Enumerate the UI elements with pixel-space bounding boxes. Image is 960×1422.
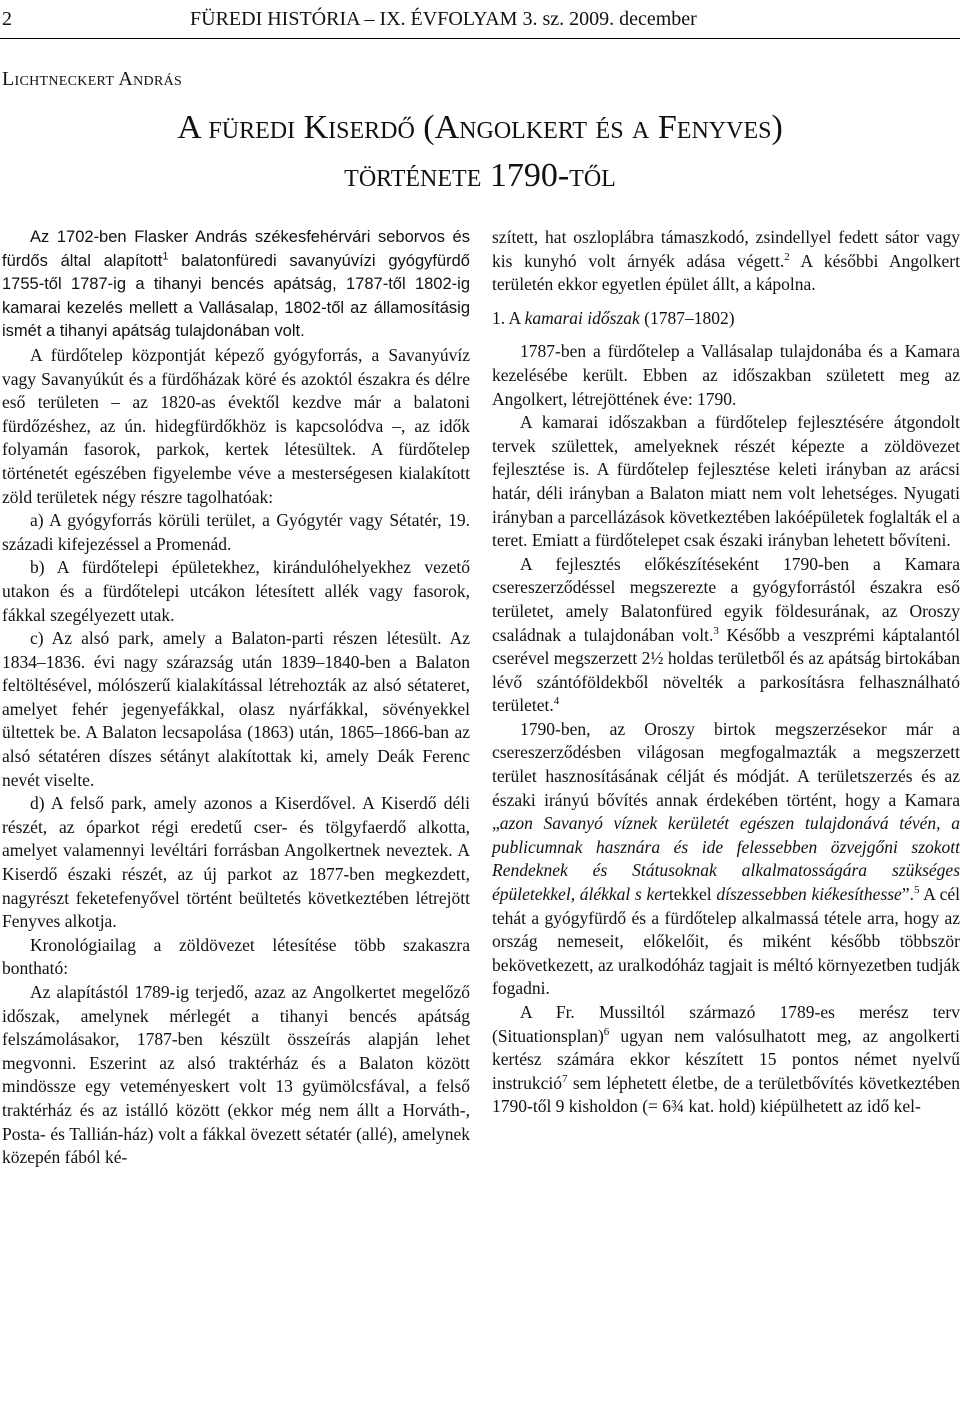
paragraph-text: Az 1702-ben Flasker András székesfehérvári seborvos és fürdős által alapított xyxy=(2,228,470,270)
list-item-c: c) Az alsó park, amely a Balaton-parti részen létesült. Az 1834–1836. évi nagy szárazság után 1839–1840-ben a Balaton feltöltésével, mólószerű kialakítással létrehozták az alsó sétateret, amelyet fehér jegenyefákkal, olasz nyárfákkal, sövényekkel ültettek be. A Balaton lecsapolása (1863) után, 1865–1866-ban az alsó sétatéren díszes sétányt alakítottak ki, amely Deák Ferenc nevét viselte. xyxy=(2,628,470,790)
header-rule xyxy=(0,38,960,39)
paragraph-text: Később a veszprémi káptalantól cserével megszerzett 2½ holdas területből és az apátság birtokában lévő szántóföldekből növelték a parkosításra felhasználható területet. xyxy=(492,624,960,716)
footnote-ref: 4 xyxy=(553,695,560,708)
quotation-text: díszessebben kiékesíthesse xyxy=(711,884,902,905)
paragraph-continued xyxy=(492,226,960,297)
footnote-ref: 6 xyxy=(603,1025,610,1038)
page-header xyxy=(0,4,960,38)
footnote-ref: 5 xyxy=(913,884,920,897)
section-title: kamarai időszak xyxy=(524,307,640,328)
section-heading xyxy=(492,307,960,331)
quotation-text-roman: tekkel xyxy=(668,884,712,905)
paragraph-text: A cél tehát a gyógyfürdő és a fürdőtelep alkalmassá tétele arra, hogy az ország nemeseit, előkelőit, és miként később többször bekövetkezett, az uralkodóház tagjait is méltó környezetben tudják fogadni. xyxy=(492,884,960,999)
paragraph-text: 1790-ben, az Oroszy birtok megszerzésekor már a csereszerződésben világosan megfogalmazták a megszerzett terület hasznosításának célját és módját. A területszerzés és az északi irányú bővítés annak érdekében történt, hogy a Kamara „ xyxy=(492,718,960,834)
paragraph-text: szített, hat oszloplábra támaszkodó, zsindellyel fedett sátor vagy kis kunyhó volt árnyék adása végett. xyxy=(492,227,960,271)
paragraph xyxy=(492,553,960,718)
paragraph: 1787-ben a fürdőtelep a Vallásalap tulajdonába és a Kamara kezelésébe került. Ebben az időszakban született meg az Angolkert, létrejöttének éve: 1790. xyxy=(492,341,960,409)
article-title-line2: története 1790-től xyxy=(344,157,616,194)
article-title-line1: A füredi Kiserdő (Angolkert és a Fenyves) xyxy=(177,109,783,146)
paragraph-text: A fejlesztés előkészítéseként 1790-ben a Kamara csereszerződéssel megszerezte a gyógyforrástól északra eső területet, amely Balatonfüred egyik földesurának, az Oroszy családnak a tulajdonában volt. xyxy=(492,553,960,645)
paragraph-text: ugyan nem valósulhatott meg, az angolkerti kertész számára ekkor készített 15 pontos német nyelvű instrukció xyxy=(492,1025,960,1093)
footnote-ref: 3 xyxy=(713,624,719,637)
left-column xyxy=(2,226,470,1170)
paragraph: A kamarai időszakban a fürdőtelep fejlesztésére átgondolt tervek születtek, amelyeknek részét képezte a zöldövezet fejlesztése is. A fürdőtelep fejlesztése keleti irányban az arácsi határ, déli irányban a Balaton miatt nem volt lehetséges. Nyugati irányban a parcellázások következtében lakóépületek foglalták el a teret. Emiatt a fürdőtelepet csak északi irányban lehetett bővíteni. xyxy=(492,412,960,551)
list-item-b: b) A fürdőtelepi épületekhez, kirándulóhelyekhez vezető utakon és a fürdőtelepi utcákon létesített allék vagy fasorok, fákkal szegélyezett utak. xyxy=(2,557,470,625)
paragraph-text: balatonfüredi savanyúvízi gyógyfürdő 1755-től 1787-ig a tihanyi bencés apátság, 1787-től 1802-ig kamarai kezelés mellett a Vallásalap, 1802-től az államosításig ismét a tihanyi apátság tulajdonában volt. xyxy=(2,251,470,341)
section-number: 1. A xyxy=(492,307,525,328)
running-title: FÜREDI HISTÓRIA – IX. ÉVFOLYAM 3. sz. 2009. december xyxy=(190,8,697,30)
quote-end: ”. xyxy=(901,884,914,905)
author-name: Lichtneckert András xyxy=(2,68,183,90)
paragraph-text: A későbbi Angolkert területén ekkor egyetlen épület állt, a kápolna. xyxy=(492,250,960,295)
paragraph-text: A Fr. Mussiltól származó 1789-es merész terv (Situationsplan) xyxy=(492,1002,960,1046)
list-item-d: d) A felső park, amely azonos a Kiserdővel. A Kiserdő déli részét, az óparkot régi eredetű cser- és tölgyfaerdő alkotta, amelyet valamennyi levéltári forrásban Angolkertnek neveztek. A Kiserdő északi részét, az új parkot az 1877-ben megkezdett, nagyrészt feketefenyővel történt beültetés következtében létrejött Fenyves alkotja. xyxy=(2,793,470,932)
quotation-text: azon Savanyó víznek kerületét egészen tulajdonává tévén, a publicumnak hasznára és ide felessebben özvejgőni szokott Rendeknek és Státusoknak alkalmatosságára szükséges épületekkel, álékkal s ker xyxy=(492,813,960,905)
page-number: 2 xyxy=(2,8,12,30)
paragraph-intro xyxy=(2,226,470,344)
paragraph: Kronológiailag a zöldövezet létesítése több szakaszra bontható: xyxy=(2,934,470,979)
list-item-a: a) A gyógyforrás körüli terület, a Gyógytér vagy Sétatér, 19. századi kifejezéssel a Promenád. xyxy=(2,510,470,554)
paragraph: Az alapítástól 1789-ig terjedő, azaz az Angolkertet megelőző időszak, amelynek mérlegét a tihanyi bencés apátság felszámolásakor, 1787-ben készült összeírás alapján lehet megvonni. Eszerint az alsó traktérház és a Balaton között mindössze egy veteményeskert volt 13 gyümölcsfával, a felső traktérház és az istálló között (ekkor még nem állt a Horváth-, Posta- és Tallián-ház) volt a fákkal övezett sétatér (allé), amelynek közepén fából ké- xyxy=(2,982,470,1168)
right-column xyxy=(492,226,960,1119)
footnote-ref: 2 xyxy=(784,250,790,263)
footnote-ref: 7 xyxy=(562,1072,568,1085)
paragraph-quote xyxy=(492,718,960,1001)
section-dates: (1787–1802) xyxy=(639,307,735,328)
footnote-ref: 1 xyxy=(162,250,169,263)
paragraph xyxy=(492,1001,960,1119)
paragraph: A fürdőtelep központját képező gyógyforrás, a Savanyúvíz vagy Savanyúkút és a fürdőházak köré és azoktól északra és délre eső területen – az 1820-as évektől kezdve már a balatoni fürdőzéshez, az ún. hidegfürdőkhöz is kapcsolódva –, az idők folyamán fasorok, parkok, kertek létesültek. A fürdőtelep történetét egészében figyelembe véve a mesterségesen kialakított zöld területek négy részre tagolhatóak: xyxy=(2,344,470,507)
paragraph-text: sem léphetett életbe, de a területbővítés következtében 1790-től 9 kisholdon (= 6¾ kat. hold) kiépülhetett az idő kel- xyxy=(492,1072,960,1117)
